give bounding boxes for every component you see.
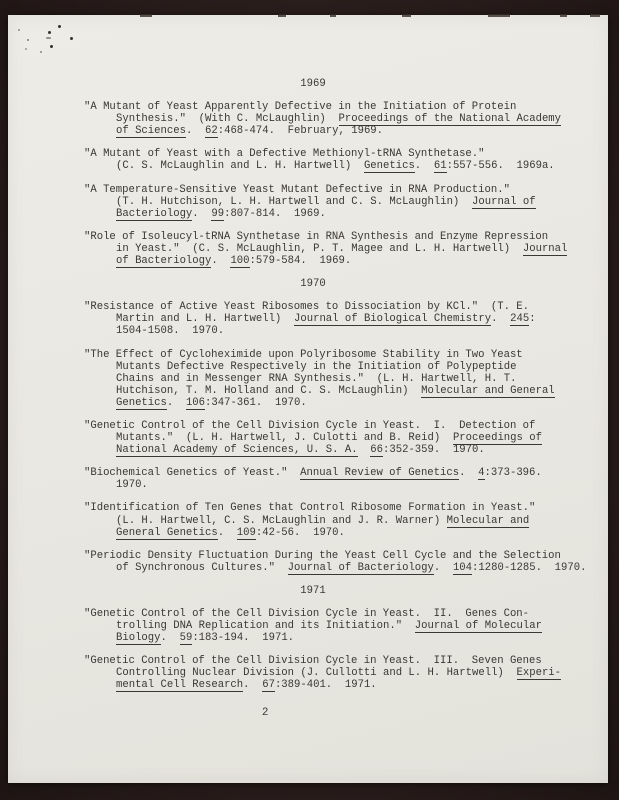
ink-speck [46,37,51,39]
journal-title-text: Journal [522,242,568,255]
entry-text: (T. H. Hutchison, L. H. Hartwell and C. S. McLaughlin) [116,195,473,208]
journal-title-text: 66 [370,444,384,457]
bibliography-entry [84,301,542,337]
entry-line [84,384,555,397]
edge-mark [560,14,567,17]
entry-text: (L. H. Hartwell, C. S. McLaughlin and J. R. Warner) [116,514,447,527]
entry-text: trolling DNA Replication and its Initiation." [116,620,415,633]
entry-text: . [160,632,180,645]
entry-text: (C. S. McLaughlin and L. H. Hartwell) [116,160,364,173]
entry-line [84,667,562,680]
edge-mark [488,14,510,17]
entry-line [84,632,542,644]
ink-speck [50,45,53,48]
year-heading-1969: 1969 [300,78,326,90]
journal-title-text: 59 [179,632,193,645]
entry-text: . [243,679,263,692]
entry-text: . [192,207,212,220]
edge-mark [140,14,152,17]
ink-speck [58,25,61,28]
entry-text: :807-814. 1969. [224,207,326,220]
journal-title-text: Molecular and [446,514,530,527]
entry-text: Martin and L. H. Hartwell) [116,313,295,326]
entry-text: in Yeast." (C. S. McLaughlin, P. T. Magee and L. H. Hartwell) [116,242,523,255]
entry-text: "A Temperature-Sensitive Yeast Mutant Defective in RNA Production." [84,183,510,196]
journal-title-text: 67 [262,679,275,692]
entry-text: . [459,467,479,480]
entry-text: : [529,313,536,326]
entry-line [84,444,542,456]
entry-text: "Genetic Control of the Cell Division Cycle in Yeast. I. Detection of [84,419,536,432]
ink-speck [18,29,20,31]
entry-text: . [433,561,453,574]
entry-text: "A Mutant of Yeast Apparently Defective in the Initiation of Protein [84,101,517,114]
entry-text: :347-361. 1970. [205,396,307,409]
entry-line [84,561,587,574]
entry-text: Controlling Nuclear Division (J. Cullotti and L. H. Hartwell) [116,667,517,680]
journal-title-text: Bacteriology [116,207,193,220]
entry-text: Synthesis." (With C. McLaughlin) [116,113,339,126]
entry-text: . [217,526,237,539]
entry-line [84,160,555,173]
journal-title-text: Journal of Biological Chemistry [294,313,492,326]
bibliography-entry [84,348,555,409]
entry-line [84,125,542,137]
bibliography-entry [84,420,542,456]
journal-title-text: 100 [230,255,250,268]
entry-line [84,349,542,361]
entry-text: Mutants Defective Respectively in the Initiation of Polypeptide [116,360,517,373]
edge-mark [402,14,411,17]
journal-title-text: 245 [510,313,530,326]
bibliography-entry [84,655,562,692]
entry-text: :183-194. 1971. [192,632,295,645]
entry-text: "Resistance of Active Yeast Ribosomes to Dissociation by KCl." (T. E. [84,301,530,314]
entry-line [84,655,542,667]
entry-text: "Biochemical Genetics of Yeast." [84,467,301,480]
entry-text: :373-396. [484,467,542,480]
entry-text: "Genetic Control of the Cell Division Cycle in Yeast. II. Genes Con- [84,608,530,620]
journal-title-text: 106 [185,396,206,409]
journal-title-text: Genetics [363,160,415,173]
entry-line [84,397,542,409]
entry-line [84,230,549,243]
entry-text: :389-401. 1971. [274,679,377,692]
journal-title-text: National Academy of Sciences, U. S. A. [116,444,358,457]
entry-line [84,325,542,337]
entry-line [84,373,542,385]
entry-text: "Identification of Ten Genes that Control Ribosome Formation in Yeast." [84,502,536,515]
entry-line [84,255,542,267]
entry-text: Mutants." (L. H. Hartwell, J. Culotti and B. Reid) [116,432,453,445]
ink-speck [27,39,29,41]
entry-text: :468-474. February, 1969. [217,125,384,138]
entry-text: "The Effect of Cycloheximide upon Polyribosome Stability in Two Yeast [84,348,523,361]
edge-mark [330,14,336,17]
entry-text: 1504-1508. 1970. [116,325,225,338]
ink-speck [70,37,73,40]
entry-text: :352-359. 1970. [383,444,485,457]
ink-speck [48,31,51,34]
journal-title-text: Proceedings of [452,432,542,445]
entry-line [84,148,542,160]
entry-line [84,361,542,373]
bibliography-sections [84,78,587,692]
entry-text: :557-556. 1969a. [446,160,555,173]
journal-title-text: Proceedings of the National Academy [338,113,562,126]
year-heading-1970: 1970 [300,278,326,291]
bibliography-entry [84,230,568,268]
journal-title-text: 61 [433,160,447,173]
entry-text: "Genetic Control of the Cell Division Cycle in Yeast. III. Seven Genes [84,655,542,668]
entry-text: . [185,125,206,138]
entry-line [84,420,542,432]
bibliography-entry [84,467,542,491]
entry-text: :1280-1285. 1970. [472,561,587,574]
bibliography-entry [84,148,555,173]
entry-line [84,679,542,691]
entry-text: . [166,396,186,409]
journal-title-text: 104 [452,561,473,574]
document-page [8,15,608,783]
entry-text: :579-584. 1969. [249,255,352,268]
entry-line [84,608,542,620]
edge-mark [590,14,600,17]
entry-line [84,184,542,196]
entry-line [84,502,542,514]
entry-line [84,113,562,126]
entry-line [84,620,542,632]
ink-speck [25,48,27,50]
journal-title-text: 109 [236,526,256,539]
entry-line [84,301,542,313]
journal-title-text: of Bacteriology [116,255,212,268]
page-number: 2 [262,706,269,719]
entry-text: . [414,160,434,173]
entry-line [84,515,542,527]
entry-line [84,242,568,255]
journal-title-text: Biology [116,632,161,645]
entry-line [84,208,542,220]
entry-text: "A Mutant of Yeast with a Defective Methionyl-tRNA Synthetase." [84,148,485,161]
entry-text: Chains and in Messenger RNA Synthesis." (L. H. Hartwell, H. T. [116,372,517,385]
journal-title-text: Genetics [116,396,167,409]
ink-speck [40,51,42,53]
journal-title-text: of Sciences [116,125,186,138]
entry-line [84,467,542,479]
journal-title-text: 4 [478,467,485,480]
journal-title-text: mental Cell Research [116,679,244,692]
bibliography [84,78,587,719]
entry-text: . [211,255,231,268]
journal-title-text: General Genetics [116,526,218,539]
entry-line [84,313,542,325]
entry-line [84,527,542,539]
edge-mark [278,14,286,17]
entry-line [84,432,542,444]
journal-title-text: Molecular and General [421,384,555,397]
entry-text: "Role of Isoleucyl-tRNA Synthetase in RNA Synthesis and Enzyme Repression [84,230,549,243]
journal-title-text: Journal of Molecular [414,620,542,633]
journal-title-text: 62 [205,125,218,138]
entry-text [358,444,371,456]
bibliography-entry [84,184,542,220]
entry-line [84,196,542,208]
entry-line [84,101,542,113]
entry-text: :42-56. 1970. [255,526,345,539]
journal-title-text: Journal of Bacteriology [287,561,434,574]
entry-line [84,479,542,491]
bibliography-entry [84,502,542,538]
journal-title-text: Journal of [472,195,536,208]
bibliography-entry [84,101,562,138]
entry-text: 1970. [116,479,148,492]
journal-title-text: 99 [211,207,225,220]
bibliography-entry [84,608,542,644]
journal-title-text: Experi- [516,667,562,680]
year-heading-1971: 1971 [300,584,326,597]
entry-text: Hutchison, T. M. Holland and C. S. McLaughlin) [116,384,422,397]
entry-text: of Synchronous Cultures." [116,561,288,574]
entry-text: "Periodic Density Fluctuation During the Yeast Cell Cycle and the Selection [84,549,561,562]
bibliography-entry [84,549,587,574]
journal-title-text: Annual Review of Genetics [300,467,460,480]
entry-line [84,549,561,562]
entry-text: . [491,313,511,326]
